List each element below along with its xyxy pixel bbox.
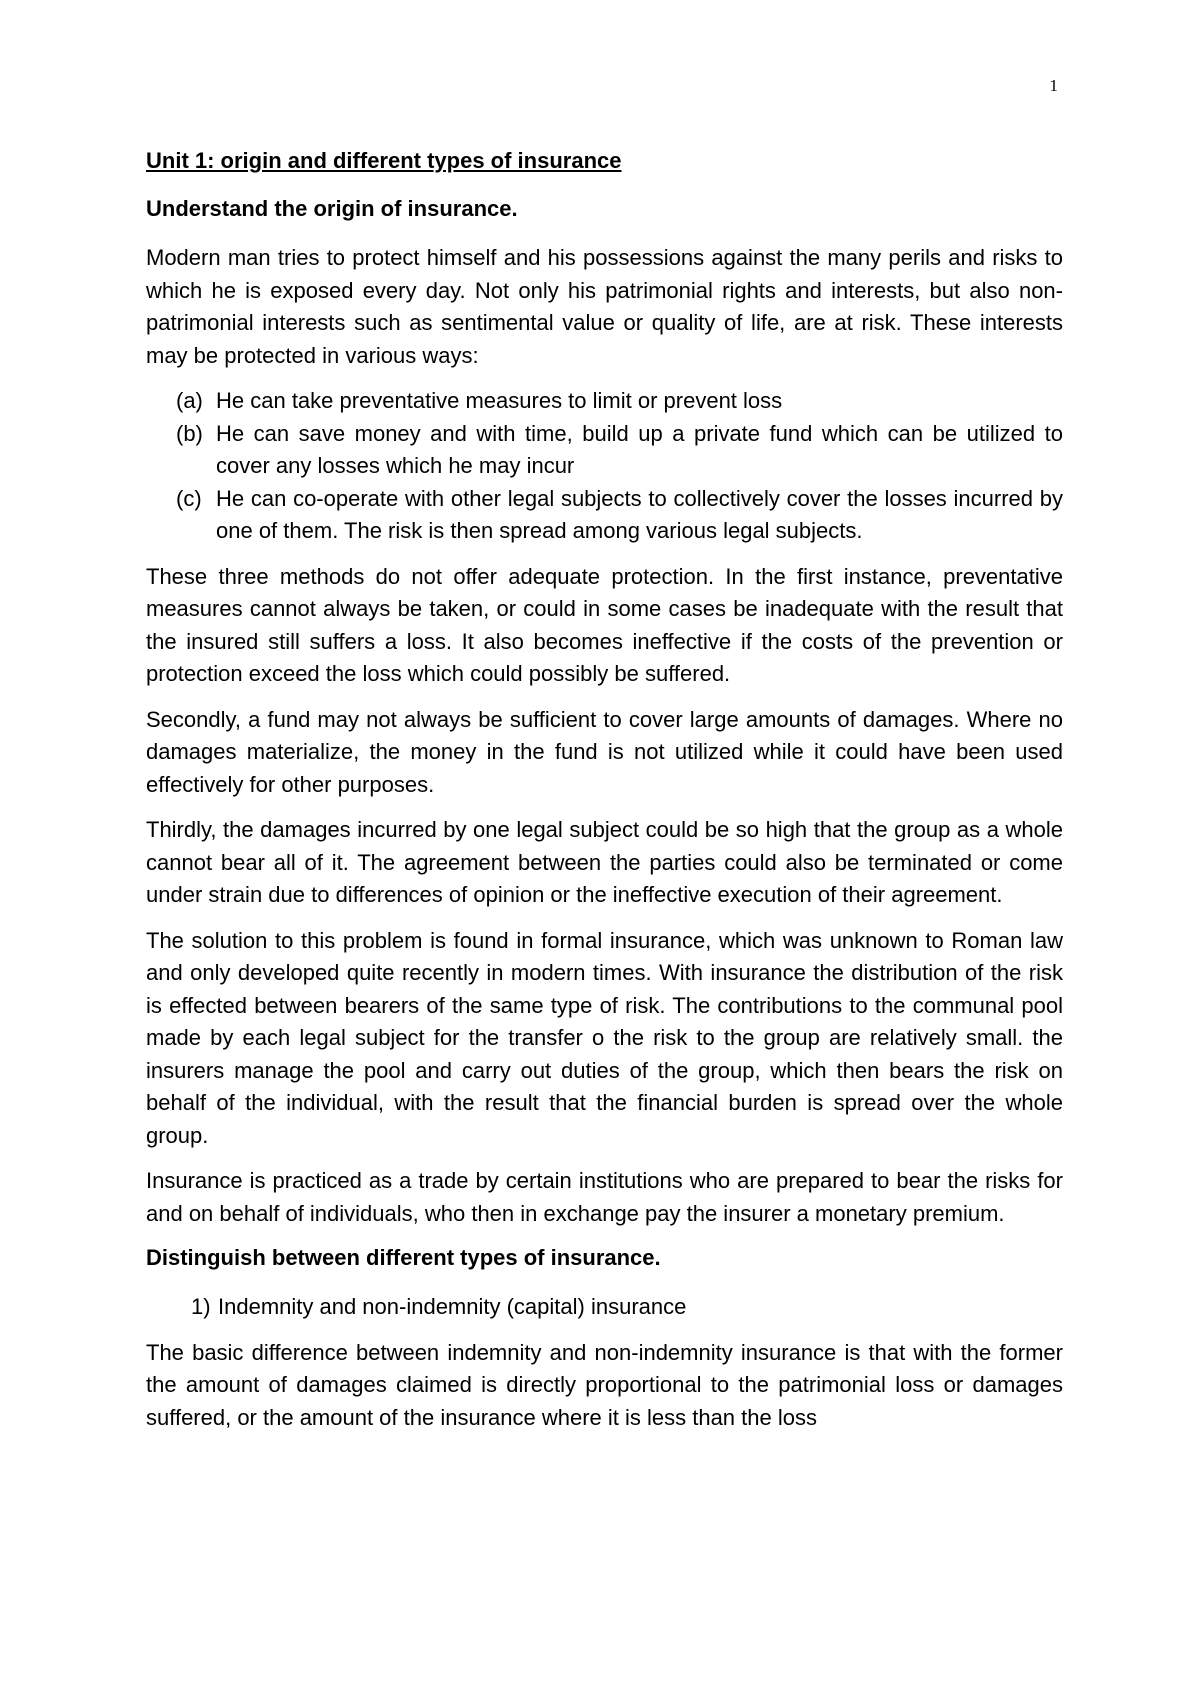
section-heading-origin: Understand the origin of insurance. bbox=[146, 196, 518, 221]
list-item bbox=[146, 385, 1063, 418]
paragraph-solution: The solution to this problem is found in formal insurance, which was unknown to Roman law and only developed quite recently in modern times. With insurance the distribution of the risk is effected between bearers of the same type of risk. The contributions to the communal pool made by each legal subject for the transfer o the risk to the group are relatively small. the insurers manage the pool and carry out duties of the group, which then bears the risk on behalf of the individual, with the result that the financial burden is spread over the whole group. bbox=[146, 927, 1063, 1148]
paragraph-intro: Modern man tries to protect himself and his possessions against the many perils and risks to which he is exposed every day. Not only his patrimonial rights and interests, but also non-patrimonial interests such as sentimental value or quality of life, are at risk. These interests may be protected in various ways: bbox=[146, 245, 1063, 368]
section-heading-types: Distinguish between different types of insurance. bbox=[146, 1245, 661, 1270]
insurance-types-list bbox=[146, 1291, 1063, 1324]
page-number: 1 bbox=[1049, 76, 1058, 95]
paragraph-thirdly: Thirdly, the damages incurred by one legal subject could be so high that the group as a whole cannot bear all of it. The agreement between the parties could also be terminated or come under strain due to differences of opinion or the ineffective execution of their agreement. bbox=[146, 817, 1063, 907]
list-item bbox=[146, 1291, 1063, 1324]
paragraph-indemnity-difference: The basic difference between indemnity and non-indemnity insurance is that with the former the amount of damages claimed is directly proportional to the patrimonial loss or damages suffered, or the amount of the insurance where it is less than the loss bbox=[146, 1339, 1063, 1430]
list-item bbox=[146, 483, 1063, 548]
protection-methods-list bbox=[146, 385, 1063, 548]
list-marker: (b) bbox=[176, 420, 203, 446]
list-marker: (a) bbox=[176, 388, 203, 413]
list-marker: (c) bbox=[176, 485, 202, 511]
list-item-text: Indemnity and non-indemnity (capital) insurance bbox=[218, 1294, 687, 1319]
paragraph-trade: Insurance is practiced as a trade by certain institutions who are prepared to bear the risks for and on behalf of individuals, who then in exchange pay the insurer a monetary premium. bbox=[146, 1168, 1063, 1226]
list-marker: 1) bbox=[191, 1294, 211, 1319]
paragraph-secondly: Secondly, a fund may not always be sufficient to cover large amounts of damages. Where no damages materialize, the money in the fund is not utilized while it could have been used effectively for other purposes. bbox=[146, 706, 1063, 797]
list-item bbox=[146, 418, 1063, 483]
list-item-text: He can co-operate with other legal subjects to collectively cover the losses incurred by one of them. The risk is then spread among various legal subjects. bbox=[216, 485, 1063, 543]
list-item-text: He can take preventative measures to limit or prevent loss bbox=[216, 388, 783, 413]
unit-title: Unit 1: origin and different types of insurance bbox=[146, 148, 622, 173]
paragraph-inadequate-protection: These three methods do not offer adequate protection. In the first instance, preventative measures cannot always be taken, or could in some cases be inadequate with the result that the insured still suffers a loss. It also becomes ineffective if the costs of the prevention or protection exceed the loss which could possibly be suffered. bbox=[146, 563, 1063, 686]
list-item-text: He can save money and with time, build up a private fund which can be utilized to cover any losses which he may incur bbox=[216, 420, 1063, 478]
document-body bbox=[146, 146, 1063, 1447]
